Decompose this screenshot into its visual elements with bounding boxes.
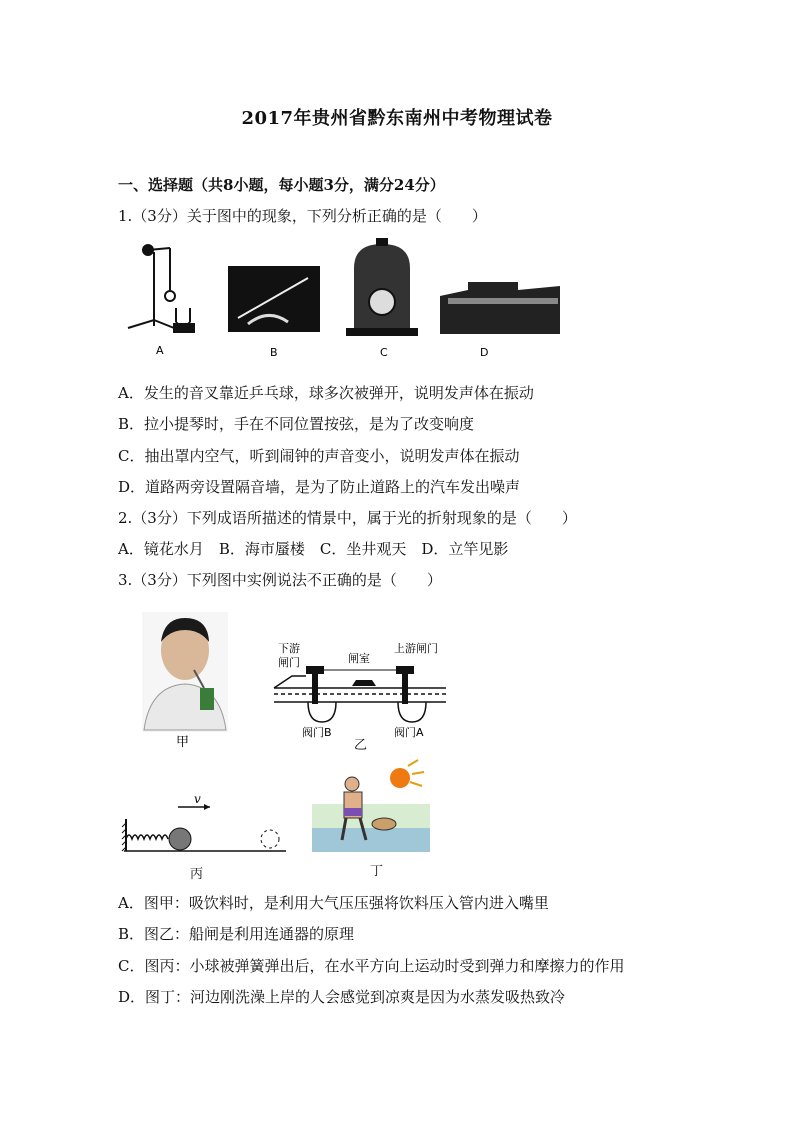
question-3-option-d: D．图丁：河边刚洗澡上岸的人会感觉到凉爽是因为水蒸发吸热致冷	[118, 988, 566, 1006]
figure-ding	[308, 760, 434, 856]
question-3-option-a: A．图甲：吸饮料时，是利用大气压压强将饮料压入管内进入嘴里	[118, 894, 549, 912]
lock-label-valve-b: 阀门B	[302, 726, 332, 739]
figure-a-tuning-fork	[128, 245, 194, 332]
question-3-option-c: C．图丙：小球被弹簧弹出后，在水平方向上运动时受到弹力和摩擦力的作用	[118, 957, 625, 975]
question-1-figure-art	[118, 238, 578, 362]
figure-label-d: D	[480, 346, 489, 359]
figure-yi-caption: 乙	[354, 738, 368, 753]
figure-jia-art	[142, 612, 228, 752]
question-3-option-b: B．图乙：船闸是利用连通器的原理	[118, 925, 355, 943]
figure-label-c: C	[380, 346, 388, 359]
section-heading: 一、选择题（共8小题，每小题3分，满分24分）	[118, 176, 445, 194]
figure-ding-caption: 丁	[370, 864, 384, 879]
figure-bing-caption: 丙	[190, 867, 204, 882]
lock-label-downstream-2: 闸门	[278, 656, 300, 669]
question-1-option-a: A．发生的音叉靠近乒乓球，球多次被弹开，说明发声体在振动	[118, 384, 534, 402]
lock-label-upstream: 上游闸门	[394, 642, 438, 655]
figure-c-bell-jar	[346, 238, 418, 336]
question-2-options: A．镜花水月 B．海市蜃楼 C．坐井观天 D．立竿见影	[118, 540, 509, 558]
figure-label-a: A	[156, 344, 164, 357]
question-1-option-d: D．道路两旁设置隔音墙，是为了防止道路上的汽车发出噪声	[118, 478, 521, 496]
figure-ding-art	[308, 760, 434, 856]
lock-label-chamber: 闸室	[348, 652, 370, 665]
figure-label-b: B	[270, 346, 278, 359]
question-1-option-c: C．抽出罩内空气，听到闹钟的声音变小，说明发声体在振动	[118, 447, 520, 465]
lock-label-downstream-1: 下游	[278, 642, 300, 655]
figure-d-sound-wall	[440, 282, 560, 334]
lock-label-valve-a: 阀门A	[394, 726, 424, 739]
figure-bing-spring-ball	[120, 792, 290, 875]
question-2-stem: 2.（3分）下列成语所描述的情景中，属于光的折射现象的是（ ）	[118, 509, 577, 527]
figure-bing	[120, 792, 290, 875]
figure-jia	[142, 612, 228, 752]
figure-jia-caption: 甲	[176, 735, 190, 750]
question-1-stem: 1.（3分）关于图中的现象，下列分析正确的是（ ）	[118, 207, 487, 225]
question-3-stem: 3.（3分）下列图中实例说法不正确的是（ ）	[118, 571, 442, 589]
velocity-symbol: v	[194, 792, 201, 806]
figure-b-violin	[228, 266, 320, 332]
page-title: 2017年贵州省黔东南州中考物理试卷	[241, 108, 553, 129]
question-1-option-b: B．拉小提琴时，手在不同位置按弦，是为了改变响度	[118, 415, 475, 433]
question-1-figure	[118, 238, 578, 362]
